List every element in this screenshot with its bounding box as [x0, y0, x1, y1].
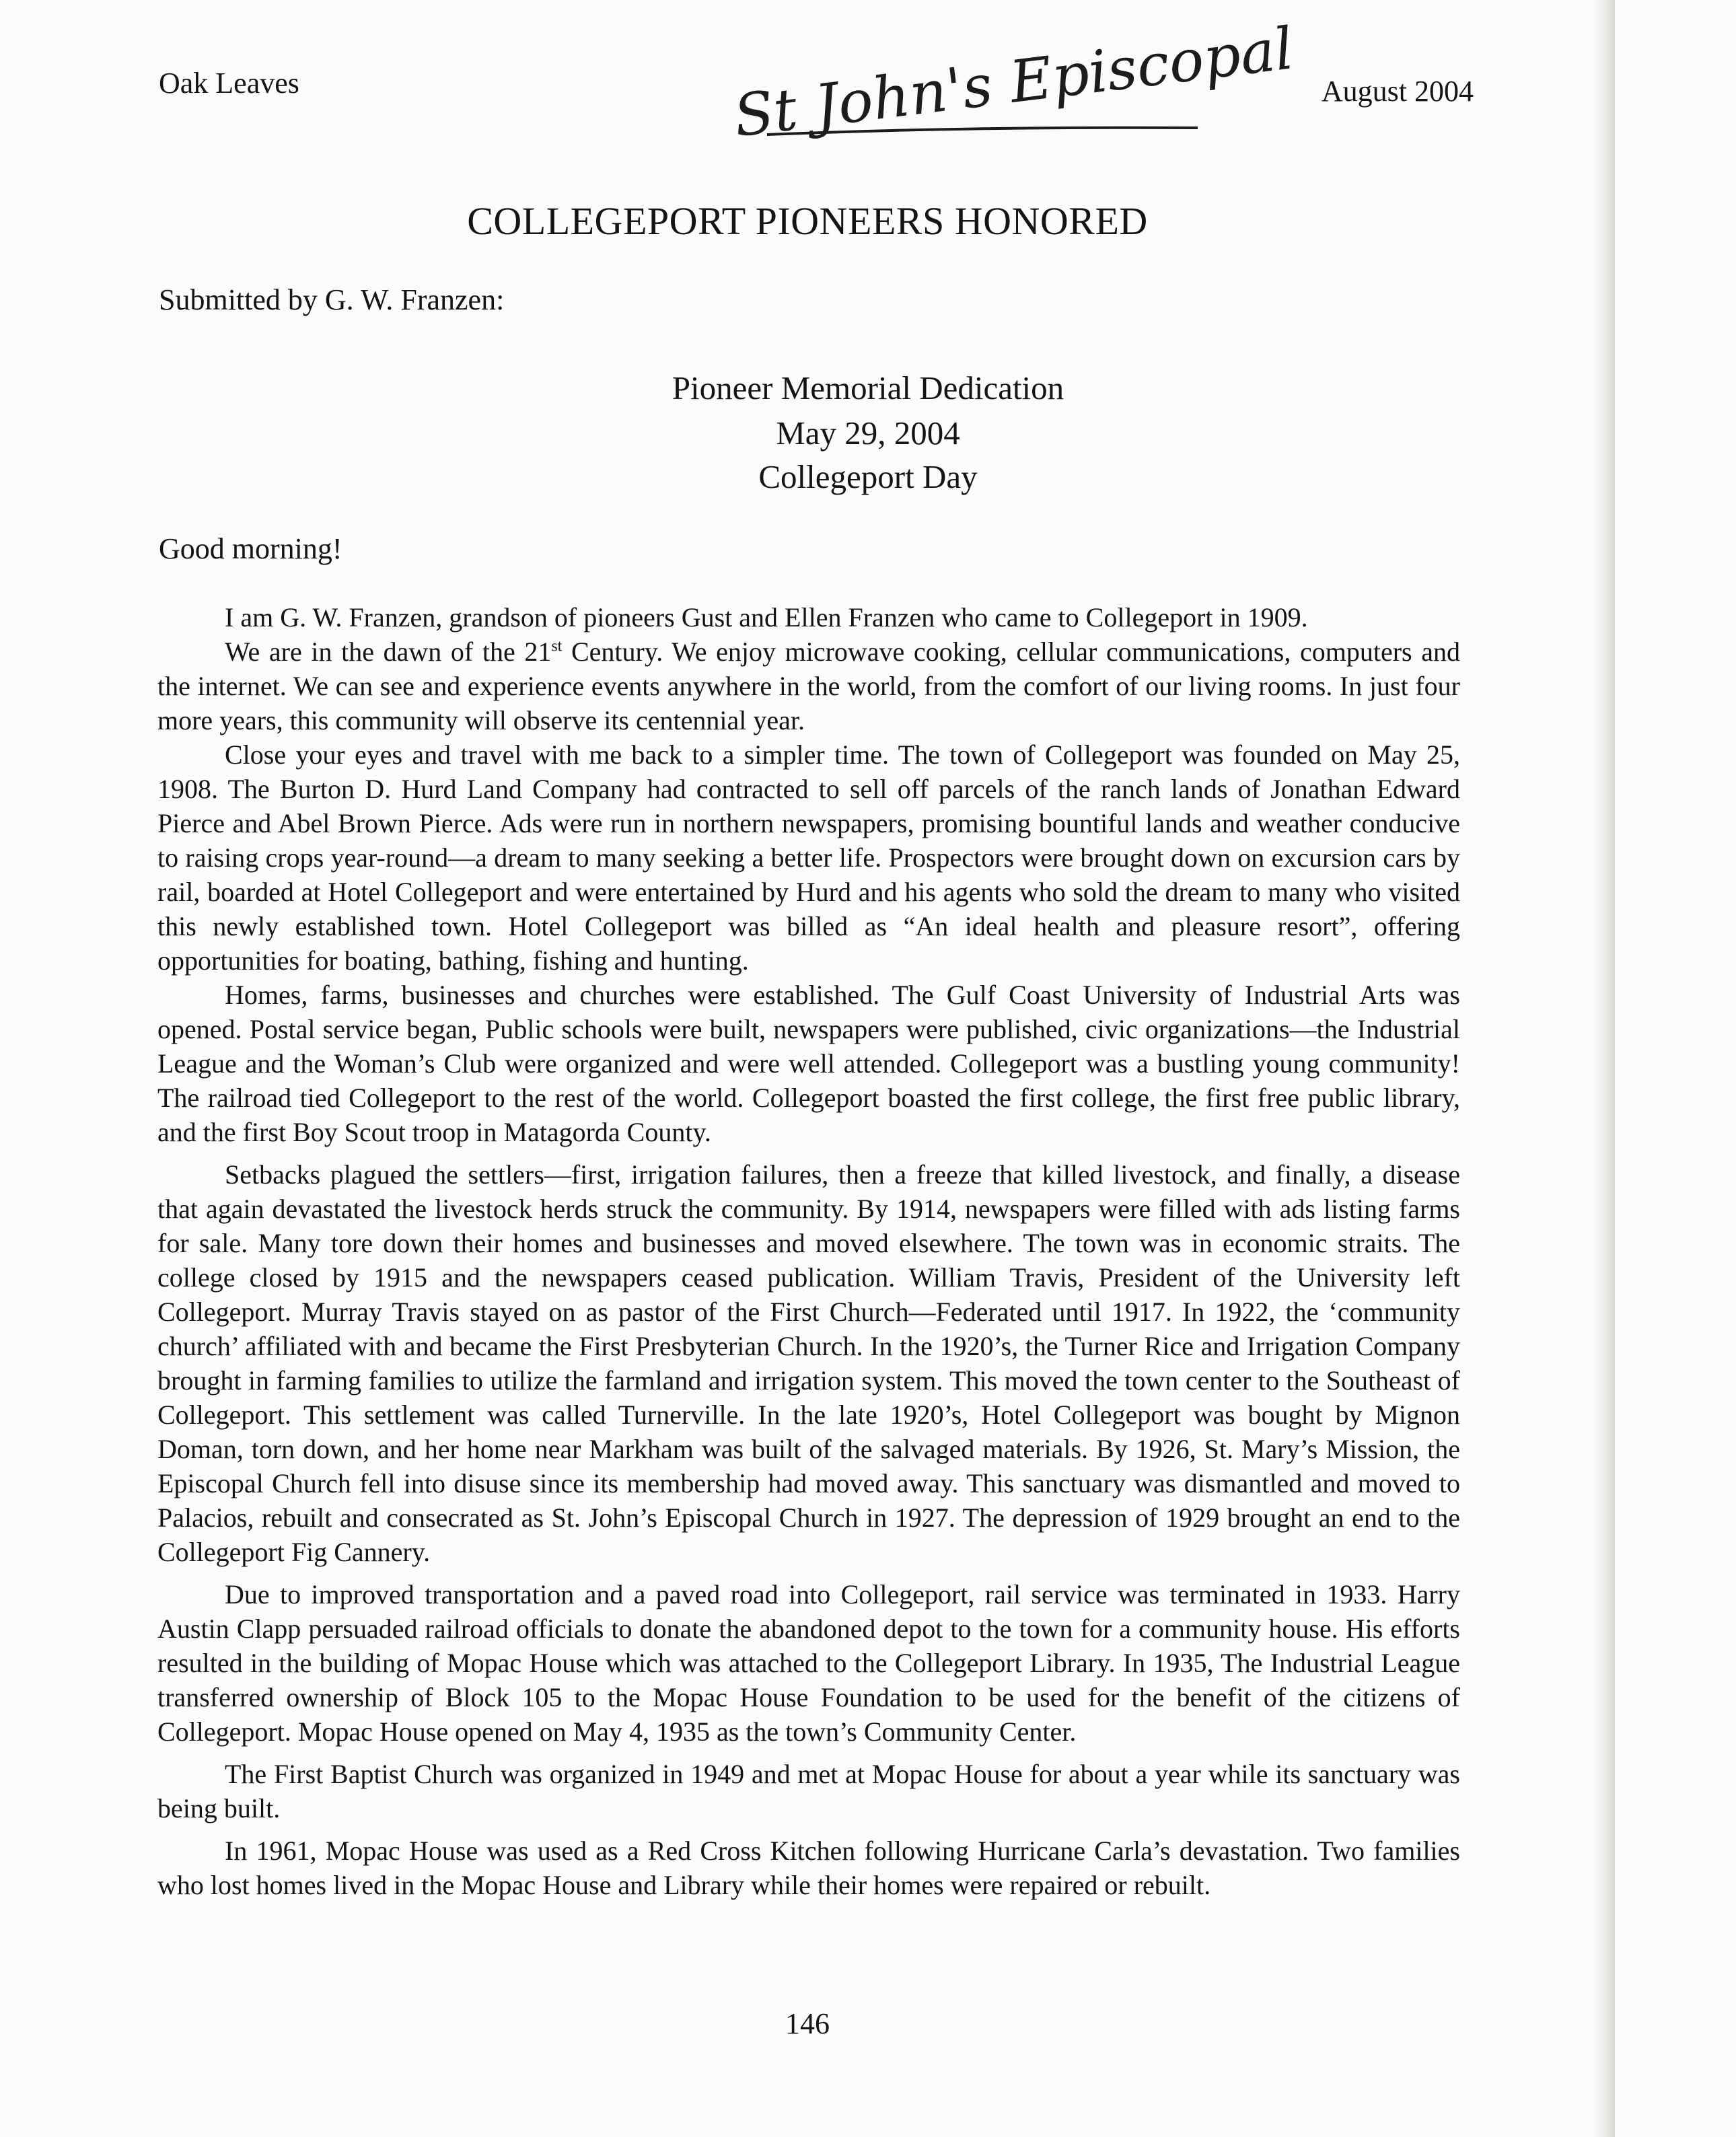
paragraph: Due to improved transportation and a paved road into Collegeport, rail service was terminated in 1933. Harry Austin Clapp persuaded railroad officials to donate the abandoned depot to the town for a community house. His efforts resulted in the building of Mopac House which was attached to the Collegeport Library. In 1935, The Industrial League transferred ownership of Block 105 to the Mopac House Foundation to be used for the benefit of the citizens of Collegeport. Mopac House opened on May 4, 1935 as the town’s Community Center. — [157, 1579, 1460, 1747]
dawn-sentence-end: Century. — [562, 637, 672, 667]
article-body — [157, 600, 1460, 1902]
article-title: COLLEGEPORT PIONEERS HONORED — [467, 199, 1148, 243]
paragraph: In 1961, Mopac House was used as a Red Cross Kitchen following Hurricane Carla’s devastation. Two families who lost homes lived in the Mopac House and Library while their homes were repaired or rebuilt. — [157, 1836, 1460, 1900]
paragraph: I am G. W. Franzen, grandson of pioneers Gust and Ellen Franzen who came to Collegeport in 1909. — [225, 602, 1308, 632]
publication-name: Oak Leaves — [159, 67, 299, 100]
paragraph-text: We enjoy microwave cooking, cellular communications, computers and the internet. We can see and experience events anywhere in the world, from the comfort of our living rooms. In just four more years, this community will observe its centennial year. — [157, 637, 1460, 735]
handwritten-note-text: St John's Episcopal — [730, 15, 1297, 151]
subtitle-line: May 29, 2004 — [776, 414, 960, 451]
greeting: Good morning! — [159, 532, 342, 565]
subtitle-line: Collegeport Day — [758, 458, 978, 495]
handwritten-annotation — [727, 15, 1297, 151]
paragraph: Homes, farms, businesses and churches were established. The Gulf Coast University of Industrial Arts was opened. Postal service began, Public schools were built, newspapers were published, civic organizations—the Industrial League and the Woman’s Club were organized and were well attended. Collegeport was a bustling young community! The railroad tied Collegeport to the rest of the world. Collegeport boasted the first college, the first free public library, and the first Boy Scout troop in Matagorda County. — [157, 980, 1460, 1147]
dawn-sentence-start: We are in the dawn of the 21 — [225, 637, 552, 667]
paragraph: Close your eyes and travel with me back to a simpler time. The town of Collegeport was founded on May 25, 1908. The Burton D. Hurd Land Company had contracted to sell off parcels of the ranch lands of Jonathan Edward Pierce and Abel Brown Pierce. Ads were run in northern newspapers, promising bountiful lands and weather conducive to raising crops year-round—a dream to many seeking a better life. Prospectors were brought down on excursion cars by rail, boarded at Hotel Collegeport and were entertained by Hurd and his agents who sold the dream to many who visited this newly established town. Hotel Collegeport was billed as “An ideal health and pleasure resort”, offering opportunities for boating, bathing, fishing and hunting. — [157, 739, 1460, 976]
paragraph: Setbacks plagued the settlers—first, irrigation failures, then a freeze that killed livestock, and finally, a disease that again devastated the livestock herds struck the community. By 1914, newspapers were filled with ads listing farms for sale. Many tore down their homes and businesses and moved elsewhere. The town was in economic straits. The college closed by 1915 and the newspapers ceased publication. William Travis, President of the University left Collegeport. Murray Travis stayed on as pastor of the First Church—Federated until 1917. In 1922, the ‘community church’ affiliated with and became the First Presbyterian Church. In the 1920’s, the Turner Rice and Irrigation Company brought in farming families to utilize the farmland and irrigation system. This moved the town center to the Southeast of Collegeport. This settlement was called Turnerville. In the late 1920’s, Hotel Collegeport was bought by Mignon Doman, torn down, and her home near Markham was built of the salvaged materials. By 1926, St. Mary’s Mission, the Episcopal Church fell into disuse since its membership had moved away. This sanctuary was dismantled and moved to Palacios, rebuilt and consecrated as St. John’s Episcopal Church in 1927. The depression of 1929 brought an end to the Collegeport Fig Cannery. — [157, 1159, 1460, 1567]
paragraph — [157, 635, 1460, 737]
scan-edge-shadow — [1593, 0, 1615, 2137]
paragraph: The First Baptist Church was organized in 1949 and met at Mopac House for about a year while its sanctuary was being built. — [157, 1759, 1460, 1823]
publication-date: August 2004 — [1321, 75, 1474, 108]
ordinal-superscript: st — [551, 637, 563, 655]
page-number: 146 — [785, 2007, 830, 2040]
subtitle-line: Pioneer Memorial Dedication — [672, 369, 1064, 406]
article-byline: Submitted by G. W. Franzen: — [159, 283, 505, 316]
